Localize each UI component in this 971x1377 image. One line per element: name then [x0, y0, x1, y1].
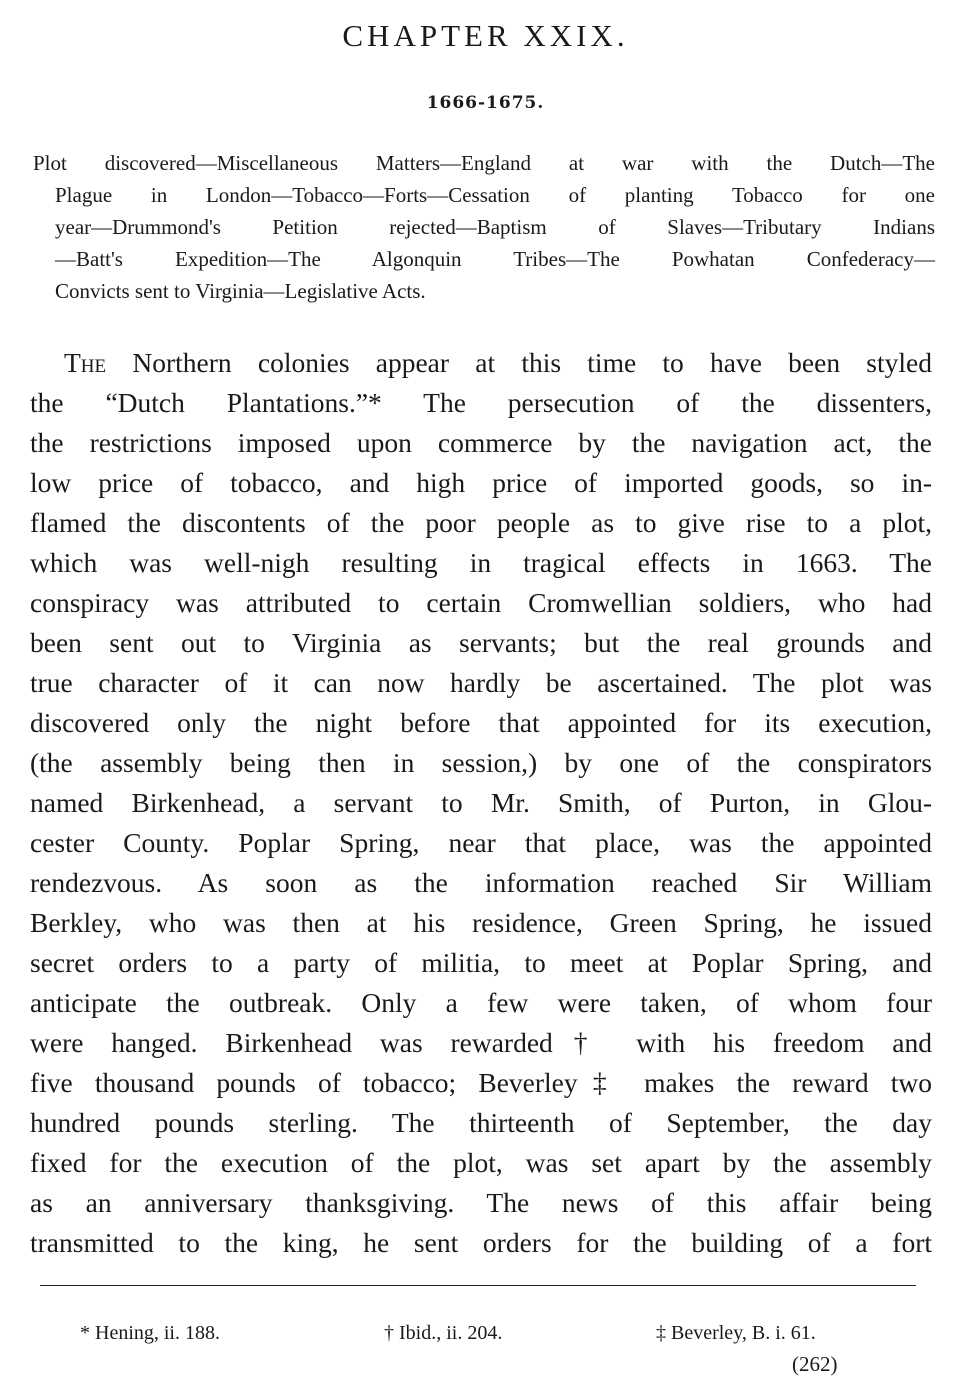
body-line: rendezvous. As soon as the information reached Sir William [30, 867, 932, 898]
body-line: true character of it can now hardly be ascertained. The plot was [30, 667, 932, 698]
footnotes [0, 1322, 971, 1354]
synopsis-line: Convicts sent to Virginia—Legislative Acts. [55, 279, 426, 303]
body-line: Berkley, who was then at his residence, Green Spring, he issued [30, 907, 932, 938]
body-line: as an anniversary thanksgiving. The news of this affair being [30, 1187, 932, 1218]
body-line: the restrictions imposed upon commerce by the navigation act, the [30, 427, 932, 458]
synopsis-line: Plot discovered—Miscellaneous Matters—England at war with the Dutch—The [33, 151, 935, 175]
body-line: were hanged. Birkenhead was rewarded† with his freedom and [30, 1027, 932, 1058]
body-text [30, 343, 932, 1263]
chapter-synopsis [33, 147, 935, 307]
body-line: the “Dutch Plantations.”* The persecution of the dissenters, [30, 387, 932, 418]
body-line: (the assembly being then in session,) by one of the conspirators [30, 747, 932, 778]
synopsis-line: —Batt's Expedition—The Algonquin Tribes—The Powhatan Confederacy— [55, 247, 935, 271]
body-line: transmitted to the king, he sent orders for the building of a fort [30, 1227, 932, 1258]
footnote: * Hening, ii. 188. [80, 1322, 220, 1344]
body-line: which was well-nigh resulting in tragical effects in 1663. The [30, 547, 932, 578]
body-line: flamed the discontents of the poor people as to give rise to a plot, [30, 507, 932, 538]
footnote: † Ibid., ii. 204. [384, 1322, 503, 1344]
body-line: hundred pounds sterling. The thirteenth of September, the day [30, 1107, 932, 1138]
chapter-date-range: 1666-1675. [426, 93, 545, 113]
body-line: cester County. Poplar Spring, near that place, was the appointed [30, 827, 932, 858]
body-line: anticipate the outbreak. Only a few were taken, of whom four [30, 987, 932, 1018]
body-line-text: Northern colonies appear at this time to have been styled [106, 347, 932, 378]
synopsis-line: Plague in London—Tobacco—Forts—Cessation of planting Tobacco for one [55, 183, 935, 207]
body-line: discovered only the night before that appointed for its execution, [30, 707, 932, 738]
opening-word: The [64, 347, 107, 378]
body-line: conspiracy was attributed to certain Cromwellian soldiers, who had [30, 587, 932, 618]
body-line: named Birkenhead, a servant to Mr. Smith, of Purton, in Glou- [30, 787, 932, 818]
body-line: secret orders to a party of militia, to meet at Poplar Spring, and [30, 947, 932, 978]
body-line: low price of tobacco, and high price of imported goods, so in- [30, 467, 932, 498]
footnote-divider [40, 1285, 916, 1286]
body-line: fixed for the execution of the plot, was set apart by the assembly [30, 1147, 932, 1178]
body-line: been sent out to Virginia as servants; but the real grounds and [30, 627, 932, 658]
body-line: five thousand pounds of tobacco; Beverley‡ makes the reward two [30, 1067, 932, 1098]
body-line [30, 343, 932, 383]
page-number: (262) [792, 1352, 838, 1376]
synopsis-line: year—Drummond's Petition rejected—Baptism of Slaves—Tributary Indians [55, 215, 935, 239]
chapter-heading: CHAPTER XXIX. [342, 18, 629, 53]
footnote: ‡ Beverley, B. i. 61. [656, 1322, 816, 1344]
